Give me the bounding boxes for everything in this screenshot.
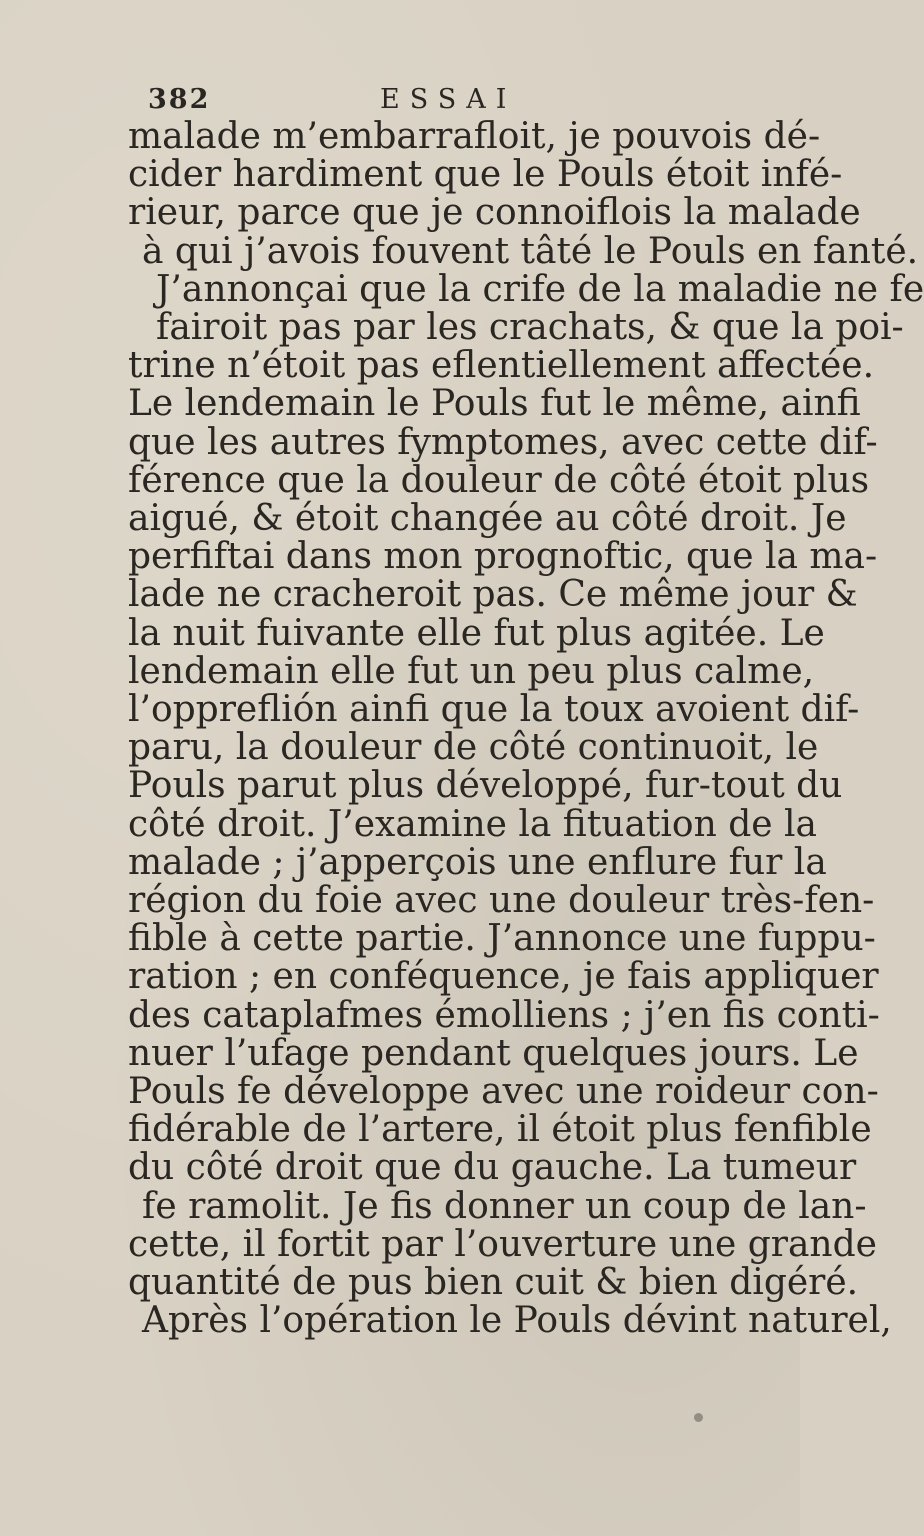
text-line: malade ; j’apperçois une enflure fur la xyxy=(128,841,827,883)
text-line: ration ; en conféquence, je fais appliquer xyxy=(128,956,879,998)
text-line: perfiftai dans mon prognoftic, que la ma- xyxy=(128,536,878,578)
text-line: cette, il fortit par l’ouverture une grande xyxy=(128,1223,877,1265)
text-line: lendemain elle fut un peu plus calme, xyxy=(128,650,815,692)
text-line: région du foie avec une douleur très-fen- xyxy=(128,880,875,922)
text-line: lade ne cracheroit pas. Ce même jour & xyxy=(128,574,858,616)
text-line: trine n’étoit pas eflentiellement affectée. xyxy=(128,345,875,387)
text-line: quantité de pus bien cuit & bien digéré. xyxy=(128,1262,859,1304)
text-line: malade m’embarrafloit, je pouvois dé- xyxy=(128,116,821,157)
text-line: rieur, parce que je connoiflois la malade xyxy=(128,192,861,234)
text-line: férence que la douleur de côté étoit plus xyxy=(128,459,870,501)
running-head xyxy=(148,84,708,120)
text-line: fidérable de l’artere, il étoit plus fenfible xyxy=(128,1109,872,1151)
text-line: paru, la douleur de côté continuoit, le xyxy=(128,727,819,769)
text-line: cider hardiment que le Pouls étoit infé- xyxy=(128,154,843,196)
text-line: J’annonçai que la crife de la maladie ne fe xyxy=(156,268,924,310)
page-number: 382 xyxy=(148,84,211,115)
text-line: Le lendemain le Pouls fut le même, ainfi xyxy=(128,383,861,425)
text-line: Après l’opération le Pouls dévint naturel, xyxy=(142,1300,892,1342)
text-line: Pouls fe développe avec une roideur con- xyxy=(128,1071,879,1113)
text-line: la nuit fuivante elle fut plus agitée. Le xyxy=(128,612,825,654)
text-line: côté droit. J’examine la fituation de la xyxy=(128,803,817,845)
text-line: que les autres fymptomes, avec cette dif- xyxy=(128,421,878,463)
text-line: des cataplafmes émolliens ; j’en fis conti- xyxy=(128,994,880,1036)
text-line: l’oppreflión ainfi que la toux avoient dif- xyxy=(128,689,860,731)
body-text xyxy=(128,116,924,1342)
running-title: ESSAI xyxy=(380,84,517,115)
text-line: Pouls parut plus développé, fur-tout du xyxy=(128,765,843,807)
text-line: du côté droit que du gauche. La tumeur xyxy=(128,1147,857,1189)
text-line: fairoit pas par les crachats, & que la poi- xyxy=(156,307,904,349)
text-line: nuer l’ufage pendant quelques jours. Le xyxy=(128,1032,859,1074)
text-line: fe ramolit. Je fis donner un coup de lan- xyxy=(142,1185,867,1227)
text-line: aigué, & étoit changée au côté droit. Je xyxy=(128,498,847,540)
text-line: fible à cette partie. J’annonce une fuppu- xyxy=(128,918,876,960)
text-line: à qui j’avois fouvent tâté le Pouls en fanté. xyxy=(142,230,919,272)
ink-spot xyxy=(694,1413,703,1422)
